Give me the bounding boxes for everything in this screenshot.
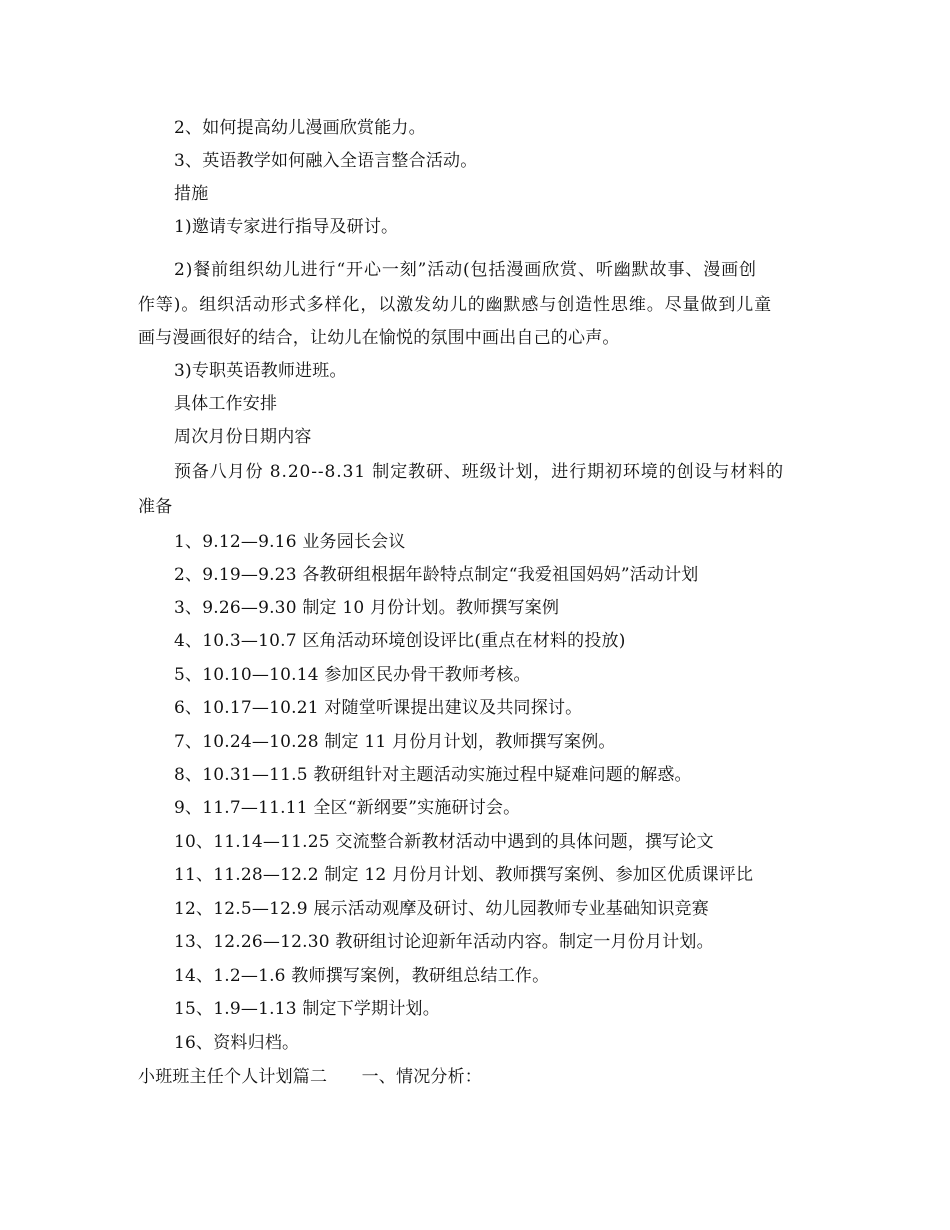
schedule-item: 3、9.26—9.30 制定 10 月份计划。教师撰写案例 [174, 598, 560, 618]
schedule-item: 2、9.19—9.23 各教研组根据年龄特点制定“我爱祖国妈妈”活动计划 [174, 565, 699, 585]
text-line: 2、如何提高幼儿漫画欣赏能力。 [174, 118, 426, 138]
schedule-item: 14、1.2—1.6 教师撰写案例，教研组总结工作。 [174, 966, 550, 986]
schedule-item: 4、10.3—10.7 区角活动环境创设评比(重点在材料的投放) [174, 631, 626, 651]
schedule-item: 8、10.31—11.5 教研组针对主题活动实施过程中疑难问题的解惑。 [174, 765, 692, 785]
text-line: 3、英语教学如何融入全语言整合活动。 [174, 151, 478, 171]
schedule-item: 9、11.7—11.11 全区“新纲要”实施研讨会。 [174, 798, 521, 818]
schedule-item: 11、11.28—12.2 制定 12 月份月计划、教师撰写案例、参加区优质课评比 [174, 865, 754, 885]
schedule-item: 15、1.9—1.13 制定下学期计划。 [174, 999, 440, 1019]
text-line: 3)专职英语教师进班。 [174, 361, 347, 381]
schedule-item: 16、资料归档。 [174, 1033, 300, 1053]
table-header-line: 周次月份日期内容 [174, 427, 312, 447]
text-line: 1)邀请专家进行指导及研讨。 [174, 217, 399, 237]
text-line: 2)餐前组织幼儿进行“开心一刻”活动(包括漫画欣赏、听幽默故事、漫画创 [174, 260, 757, 280]
schedule-item: 13、12.26—12.30 教研组讨论迎新年活动内容。制定一月份月计划。 [174, 932, 714, 952]
schedule-item: 预备八月份 8.20--8.31 制定教研、班级计划，进行期初环境的创设与材料的 [174, 462, 784, 482]
schedule-item: 5、10.10—10.14 参加区民办骨干教师考核。 [174, 665, 531, 685]
schedule-item: 1、9.12—9.16 业务园长会议 [174, 532, 406, 552]
text-line: 作等)。组织活动形式多样化，以激发幼儿的幽默感与创造性思维。尽量做到儿童 [138, 295, 773, 315]
schedule-item: 12、12.5—12.9 展示活动观摩及研讨、幼儿园教师专业基础知识竞赛 [174, 899, 709, 919]
schedule-item: 10、11.14—11.25 交流整合新教材活动中遇到的具体问题，撰写论文 [174, 832, 714, 852]
schedule-item: 准备 [138, 497, 173, 517]
section-heading: 措施 [174, 184, 209, 204]
schedule-item: 7、10.24—10.28 制定 11 月份月计划，教师撰写案例。 [174, 732, 616, 752]
text-line: 画与漫画很好的结合，让幼儿在愉悦的氛围中画出自己的心声。 [138, 328, 620, 348]
section-heading: 具体工作安排 [174, 394, 278, 414]
section-title: 小班班主任个人计划篇二 一、情况分析： [138, 1067, 482, 1087]
schedule-item: 6、10.17—10.21 对随堂听课提出建议及共同探讨。 [174, 698, 583, 718]
